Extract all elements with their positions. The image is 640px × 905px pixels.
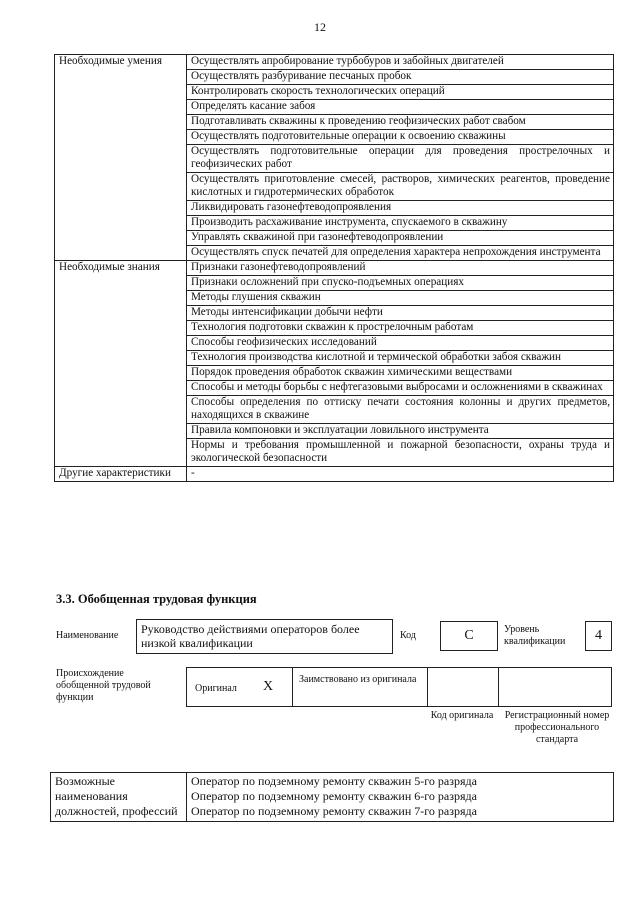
section-title: 3.3. Обобщенная трудовая функция xyxy=(56,592,257,606)
level-label: Уровень квалификации xyxy=(504,624,566,647)
skill-item: Контролировать скорость технологических операций xyxy=(187,85,614,100)
position-item: Оператор по подземному ремонту скважин 6-го разряда xyxy=(191,789,477,803)
knowledge-item: Методы интенсификации добычи нефти xyxy=(187,306,614,321)
other-category-label: Другие характеристики xyxy=(55,467,187,482)
skill-category-label: Необходимые умения xyxy=(55,55,187,261)
borrowed-cell xyxy=(292,667,428,707)
origin-table xyxy=(186,667,612,707)
knowledge-item: Нормы и требования промышленной и пожарной безопасности, охраны труда и экологической безопасности xyxy=(187,439,614,467)
knowledge-item: Методы глушения скважин xyxy=(187,291,614,306)
knowledge-item: Технология производства кислотной и термической обработки забоя скважин xyxy=(187,351,614,366)
requirements-table xyxy=(54,54,614,482)
skill-item: Осуществлять подготовительные операции для проведения прострелочных и геофизических работ xyxy=(187,145,614,173)
skill-item: Управлять скважиной при газонефтеводопроявлении xyxy=(187,231,614,246)
knowledge-item: Порядок проведения обработок скважин химическими веществами xyxy=(187,366,614,381)
skill-item: Осуществлять приготовление смесей, растворов, химических реагентов, проведение кислотных и гидротермических обработок xyxy=(187,173,614,201)
knowledge-item: Признаки осложнений при спуско-подъемных операциях xyxy=(187,276,614,291)
code-value: С xyxy=(440,621,498,651)
name-value: Руководство действиями операторов более низкой квалификации xyxy=(136,619,393,654)
reg-number-label: Регистрационный номер профессионального стандарта xyxy=(504,710,610,745)
skill-item: Определять касание забоя xyxy=(187,100,614,115)
knowledge-item: Способы и методы борьбы с нефтегазовыми выбросами и осложнениями в скважинах xyxy=(187,381,614,396)
positions-values xyxy=(187,773,614,822)
skill-item: Осуществлять подготовительные операции к освоению скважины xyxy=(187,130,614,145)
knowledge-item: Способы определения по оттиску печати состояния колонны и других предметов, находящихся в скважине xyxy=(187,396,614,424)
position-item: Оператор по подземному ремонту скважин 7-го разряда xyxy=(191,804,477,818)
code-label: Код xyxy=(400,630,416,641)
skill-item: Осуществлять апробирование турбобуров и забойных двигателей xyxy=(187,55,614,70)
knowledge-item: Технология подготовки скважин к прострелочным работам xyxy=(187,321,614,336)
skill-item: Подготавливать скважины к проведению геофизических работ свабом xyxy=(187,115,614,130)
position-item: Оператор по подземному ремонту скважин 5-го разряда xyxy=(191,774,477,788)
borrowed-label: Заимствовано из оригинала xyxy=(299,674,417,685)
level-value: 4 xyxy=(585,621,612,651)
other-row xyxy=(55,467,614,482)
origin-label: Происхождение обобщенной трудовой функции xyxy=(56,668,151,703)
name-label: Наименование xyxy=(56,630,119,641)
code-original-cell xyxy=(427,667,499,707)
skill-item: Осуществлять спуск печатей для определения характера непрохождения инструмента xyxy=(187,246,614,261)
knowledge-row xyxy=(55,261,614,276)
other-value: - xyxy=(187,467,614,482)
original-mark: X xyxy=(263,679,274,694)
positions-table xyxy=(50,772,614,822)
code-original-label: Код оригинала xyxy=(430,710,494,721)
skill-item: Осуществлять разбуривание песчаных пробок xyxy=(187,70,614,85)
original-cell xyxy=(186,667,293,707)
skill-item: Производить расхаживание инструмента, спускаемого в скважину xyxy=(187,216,614,231)
knowledge-category-label: Необходимые знания xyxy=(55,261,187,467)
skill-row xyxy=(55,55,614,70)
knowledge-item: Способы геофизических исследований xyxy=(187,336,614,351)
skill-item: Ликвидировать газонефтеводопроявления xyxy=(187,201,614,216)
knowledge-item: Правила компоновки и эксплуатации ловильного инструмента xyxy=(187,424,614,439)
original-label: Оригинал xyxy=(195,683,237,694)
reg-number-cell xyxy=(498,667,612,707)
positions-label: Возможные наименования должностей, профессий xyxy=(51,773,187,822)
knowledge-item: Признаки газонефтеводопроявлений xyxy=(187,261,614,276)
page-number: 12 xyxy=(314,20,326,34)
